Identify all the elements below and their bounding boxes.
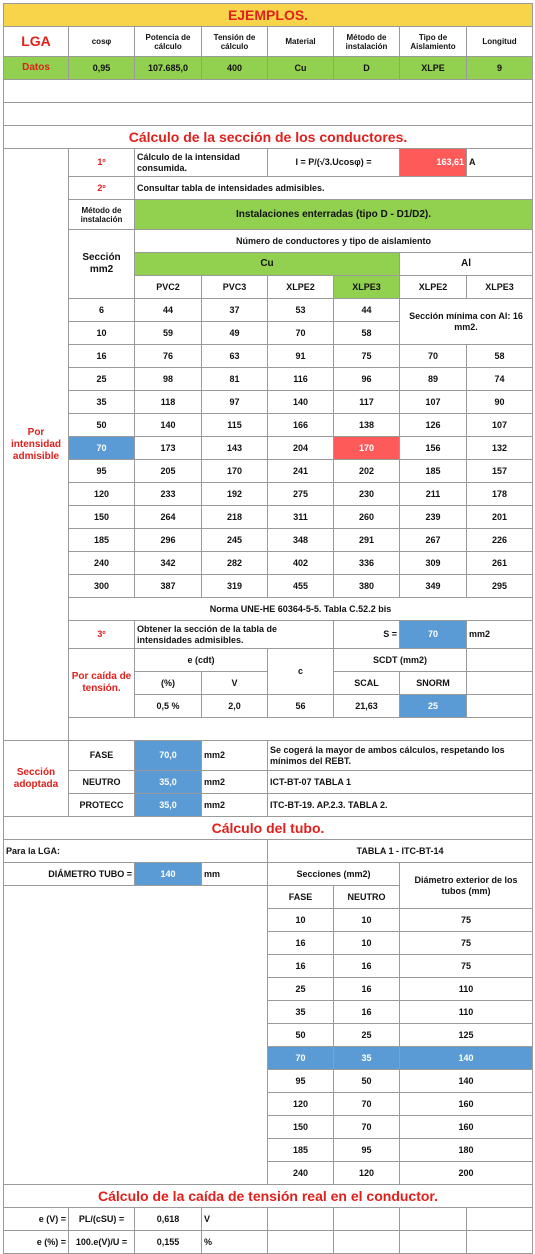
- intensity-value: 163,61: [400, 149, 467, 177]
- ampacity-value: 349: [400, 575, 467, 598]
- tube-neutro: 16: [334, 955, 400, 978]
- tube-fase: 150: [268, 1116, 334, 1139]
- ampacity-value: 91: [268, 345, 334, 368]
- adopted-value: 35,0: [135, 771, 202, 794]
- ampacity-value: 140: [135, 414, 202, 437]
- tube-neutro: 70: [334, 1116, 400, 1139]
- unit: V: [202, 1208, 268, 1231]
- fase-label: FASE: [268, 886, 334, 909]
- step-text: Consultar tabla de intensidades admisibles.: [135, 177, 533, 200]
- snorm-value: 25: [400, 695, 467, 718]
- empty: [400, 1208, 467, 1231]
- ampacity-value: 37: [202, 299, 268, 322]
- ampacity-value: 260: [334, 506, 400, 529]
- ampacity-value: 58: [334, 322, 400, 345]
- ampacity-value: 185: [400, 460, 467, 483]
- section-size: 25: [69, 368, 135, 391]
- tube-fase: 240: [268, 1162, 334, 1185]
- metodo-value: Instalaciones enterradas (tipo D - D1/D2).: [135, 200, 533, 230]
- ampacity-value: 170: [334, 437, 400, 460]
- tube-neutro: 16: [334, 1001, 400, 1024]
- data-value: 0,95: [69, 57, 135, 80]
- ampacity-value: 140: [268, 391, 334, 414]
- section-size: 120: [69, 483, 135, 506]
- header-col: Tipo de Aislamiento: [400, 27, 467, 57]
- spacer: [69, 718, 533, 741]
- ampacity-value: 44: [135, 299, 202, 322]
- ampacity-value: 156: [400, 437, 467, 460]
- tube-neutro: 16: [334, 978, 400, 1001]
- ampacity-value: 70: [268, 322, 334, 345]
- ampacity-value: 98: [135, 368, 202, 391]
- section-size: 50: [69, 414, 135, 437]
- tube-neutro: 10: [334, 932, 400, 955]
- header-col: Método de instalación: [334, 27, 400, 57]
- pct-label: (%): [135, 672, 202, 695]
- ampacity-value: 173: [135, 437, 202, 460]
- adopted-label: PROTECC: [69, 794, 135, 817]
- ampacity-value: 311: [268, 506, 334, 529]
- formula: I = P/(√3.Ucosφ) =: [268, 149, 400, 177]
- ampacity-value: 63: [202, 345, 268, 368]
- ampacity-value: 76: [135, 345, 202, 368]
- tube-neutro: 10: [334, 909, 400, 932]
- unit: mm2: [467, 621, 533, 649]
- diam-value: 140: [135, 863, 202, 886]
- ampacity-value: 81: [202, 368, 268, 391]
- data-value: 400: [202, 57, 268, 80]
- ampacity-value: 455: [268, 575, 334, 598]
- tube-fase: 95: [268, 1070, 334, 1093]
- ampacity-value: 70: [400, 345, 467, 368]
- data-label: Datos: [4, 57, 69, 80]
- ecdt-label: e (cdt): [135, 649, 268, 672]
- tube-neutro: 25: [334, 1024, 400, 1047]
- ampacity-value: 201: [467, 506, 533, 529]
- tube-fase: 25: [268, 978, 334, 1001]
- ampacity-value: 90: [467, 391, 533, 414]
- al-min-note: Sección mínima con Al: 16 mm2.: [400, 299, 533, 345]
- scdt-label: SCDT (mm2): [334, 649, 467, 672]
- page-title: EJEMPLOS.: [4, 4, 533, 27]
- tube-diameter: 75: [400, 909, 533, 932]
- ampacity-value: 296: [135, 529, 202, 552]
- ampacity-value: 75: [334, 345, 400, 368]
- step-text: Obtener la sección de la tabla de intensidades admisibles.: [135, 621, 334, 649]
- ampacity-value: 211: [400, 483, 467, 506]
- group-label-caida: Por caída de tensión.: [69, 649, 135, 718]
- tabla-label: TABLA 1 - ITC-BT-14: [268, 840, 533, 863]
- header-col: Potencia de cálculo: [135, 27, 202, 57]
- adopted-note: Se cogerá la mayor de ambos cálculos, respetando los mínimos del REBT.: [268, 741, 533, 771]
- tube-diameter: 140: [400, 1047, 533, 1070]
- ampacity-value: 107: [467, 414, 533, 437]
- num-cond-label: Número de conductores y tipo de aislamiento: [135, 230, 533, 253]
- para-label: Para la LGA:: [4, 840, 268, 863]
- diam-ext-label: Diámetro exterior de los tubos (mm): [400, 863, 533, 909]
- section-result: 70: [400, 621, 467, 649]
- tube-neutro: 95: [334, 1139, 400, 1162]
- section-title-conductores: Cálculo de la sección de los conductores.: [4, 126, 533, 149]
- step-text: Cálculo de la intensidad consumida.: [135, 149, 268, 177]
- adopted-note: ITC-BT-19. AP.2.3. TABLA 2.: [268, 794, 533, 817]
- tube-neutro: 120: [334, 1162, 400, 1185]
- subcol-header: PVC3: [202, 276, 268, 299]
- v-label: V: [202, 672, 268, 695]
- data-value: Cu: [268, 57, 334, 80]
- drop-label: e (%) =: [4, 1231, 69, 1254]
- snorm-label: SNORM: [400, 672, 467, 695]
- ampacity-value: 233: [135, 483, 202, 506]
- ampacity-value: 319: [202, 575, 268, 598]
- group-label-intensidad: Por intensidad admisible: [4, 149, 69, 741]
- empty: [268, 1208, 334, 1231]
- section-size: 240: [69, 552, 135, 575]
- seccion-label: Sección mm2: [69, 230, 135, 299]
- norma-text: Norma UNE-HE 60364-5-5. Tabla C.52.2 bis: [69, 598, 533, 621]
- ampacity-value: 295: [467, 575, 533, 598]
- tube-diameter: 125: [400, 1024, 533, 1047]
- ampacity-value: 226: [467, 529, 533, 552]
- unit: %: [202, 1231, 268, 1254]
- ampacity-value: 96: [334, 368, 400, 391]
- spacer: [4, 103, 533, 126]
- section-size: 70: [69, 437, 135, 460]
- ampacity-value: 59: [135, 322, 202, 345]
- calculation-sheet: [3, 3, 533, 1254]
- ampacity-value: 118: [135, 391, 202, 414]
- unit: mm2: [202, 794, 268, 817]
- ampacity-value: 117: [334, 391, 400, 414]
- empty: [467, 695, 533, 718]
- ampacity-value: 89: [400, 368, 467, 391]
- secciones-label: Secciones (mm2): [268, 863, 400, 886]
- section-size: 300: [69, 575, 135, 598]
- ampacity-value: 241: [268, 460, 334, 483]
- ampacity-value: 97: [202, 391, 268, 414]
- empty-area: [4, 886, 268, 1185]
- tube-fase: 120: [268, 1093, 334, 1116]
- c-value: 56: [268, 695, 334, 718]
- section-size: 16: [69, 345, 135, 368]
- scal-label: SCAL: [334, 672, 400, 695]
- section-size: 95: [69, 460, 135, 483]
- empty: [334, 1231, 400, 1254]
- empty: [467, 1231, 533, 1254]
- data-value: 107.685,0: [135, 57, 202, 80]
- tube-neutro: 50: [334, 1070, 400, 1093]
- subcol-header: XLPE3: [467, 276, 533, 299]
- unit: mm2: [202, 741, 268, 771]
- empty: [400, 1231, 467, 1254]
- v-value: 2,0: [202, 695, 268, 718]
- scal-value: 21,63: [334, 695, 400, 718]
- drop-formula: 100.e(V)/U =: [69, 1231, 135, 1254]
- section-size: 10: [69, 322, 135, 345]
- section-size: 185: [69, 529, 135, 552]
- tube-neutro: 35: [334, 1047, 400, 1070]
- subcol-header: XLPE3: [334, 276, 400, 299]
- ampacity-value: 143: [202, 437, 268, 460]
- drop-formula: PL/(cSU) =: [69, 1208, 135, 1231]
- data-value: XLPE: [400, 57, 467, 80]
- tube-fase: 35: [268, 1001, 334, 1024]
- ampacity-value: 178: [467, 483, 533, 506]
- empty: [268, 1231, 334, 1254]
- ampacity-value: 230: [334, 483, 400, 506]
- metodo-label: Método de instalación: [69, 200, 135, 230]
- section-size: 150: [69, 506, 135, 529]
- ampacity-value: 261: [467, 552, 533, 575]
- ampacity-value: 132: [467, 437, 533, 460]
- subcol-header: PVC2: [135, 276, 202, 299]
- ampacity-value: 380: [334, 575, 400, 598]
- unit: mm2: [202, 771, 268, 794]
- ampacity-value: 116: [268, 368, 334, 391]
- group-label-adoptada: Sección adoptada: [4, 741, 69, 817]
- al-label: Al: [400, 253, 533, 276]
- drop-label: e (V) =: [4, 1208, 69, 1231]
- tube-diameter: 160: [400, 1093, 533, 1116]
- subcol-header: XLPE2: [268, 276, 334, 299]
- subcol-header: XLPE2: [400, 276, 467, 299]
- ampacity-value: 387: [135, 575, 202, 598]
- header-col: Longitud: [467, 27, 533, 57]
- tube-diameter: 110: [400, 978, 533, 1001]
- ampacity-value: 239: [400, 506, 467, 529]
- tube-fase: 16: [268, 955, 334, 978]
- adopted-label: NEUTRO: [69, 771, 135, 794]
- ampacity-value: 264: [135, 506, 202, 529]
- ampacity-value: 157: [467, 460, 533, 483]
- header-col: Tensión de cálculo: [202, 27, 268, 57]
- tube-diameter: 160: [400, 1116, 533, 1139]
- header-col: Material: [268, 27, 334, 57]
- adopted-value: 35,0: [135, 794, 202, 817]
- tube-diameter: 75: [400, 955, 533, 978]
- lga-label: LGA: [4, 27, 69, 57]
- ampacity-value: 74: [467, 368, 533, 391]
- ampacity-value: 53: [268, 299, 334, 322]
- ampacity-value: 44: [334, 299, 400, 322]
- empty: [467, 1208, 533, 1231]
- empty: [467, 672, 533, 695]
- cu-label: Cu: [135, 253, 400, 276]
- tube-fase: 70: [268, 1047, 334, 1070]
- ampacity-value: 275: [268, 483, 334, 506]
- ampacity-value: 192: [202, 483, 268, 506]
- ampacity-value: 267: [400, 529, 467, 552]
- data-value: D: [334, 57, 400, 80]
- step-number: 3º: [69, 621, 135, 649]
- tube-diameter: 180: [400, 1139, 533, 1162]
- ampacity-value: 402: [268, 552, 334, 575]
- ampacity-value: 202: [334, 460, 400, 483]
- tube-fase: 50: [268, 1024, 334, 1047]
- ampacity-value: 170: [202, 460, 268, 483]
- ampacity-value: 348: [268, 529, 334, 552]
- ampacity-value: 245: [202, 529, 268, 552]
- unit: mm: [202, 863, 268, 886]
- c-label: c: [268, 649, 334, 695]
- section-size: 35: [69, 391, 135, 414]
- header-col: cosφ: [69, 27, 135, 57]
- tube-diameter: 75: [400, 932, 533, 955]
- empty: [467, 649, 533, 672]
- neutro-label: NEUTRO: [334, 886, 400, 909]
- ampacity-value: 336: [334, 552, 400, 575]
- ampacity-value: 107: [400, 391, 467, 414]
- ampacity-value: 291: [334, 529, 400, 552]
- tube-fase: 16: [268, 932, 334, 955]
- tube-diameter: 200: [400, 1162, 533, 1185]
- ampacity-value: 166: [268, 414, 334, 437]
- s-label: S =: [334, 621, 400, 649]
- tube-fase: 185: [268, 1139, 334, 1162]
- data-value: 9: [467, 57, 533, 80]
- ampacity-value: 58: [467, 345, 533, 368]
- ampacity-value: 126: [400, 414, 467, 437]
- ampacity-value: 218: [202, 506, 268, 529]
- ampacity-value: 309: [400, 552, 467, 575]
- ampacity-value: 49: [202, 322, 268, 345]
- section-title-tubo: Cálculo del tubo.: [4, 817, 533, 840]
- ampacity-value: 205: [135, 460, 202, 483]
- spacer: [4, 80, 533, 103]
- section-size: 6: [69, 299, 135, 322]
- ampacity-value: 138: [334, 414, 400, 437]
- adopted-note: ICT-BT-07 TABLA 1: [268, 771, 533, 794]
- step-number: 1º: [69, 149, 135, 177]
- tube-fase: 10: [268, 909, 334, 932]
- adopted-label: FASE: [69, 741, 135, 771]
- tube-diameter: 110: [400, 1001, 533, 1024]
- pct-value: 0,5 %: [135, 695, 202, 718]
- empty: [334, 1208, 400, 1231]
- ampacity-value: 342: [135, 552, 202, 575]
- ampacity-value: 282: [202, 552, 268, 575]
- ampacity-value: 204: [268, 437, 334, 460]
- tube-diameter: 140: [400, 1070, 533, 1093]
- diam-label: DIÁMETRO TUBO =: [4, 863, 135, 886]
- drop-value: 0,155: [135, 1231, 202, 1254]
- step-number: 2º: [69, 177, 135, 200]
- unit: A: [467, 149, 533, 177]
- section-title-caida-real: Cálculo de la caída de tensión real en el conductor.: [4, 1185, 533, 1208]
- ampacity-value: 115: [202, 414, 268, 437]
- adopted-value: 70,0: [135, 741, 202, 771]
- drop-value: 0,618: [135, 1208, 202, 1231]
- tube-neutro: 70: [334, 1093, 400, 1116]
